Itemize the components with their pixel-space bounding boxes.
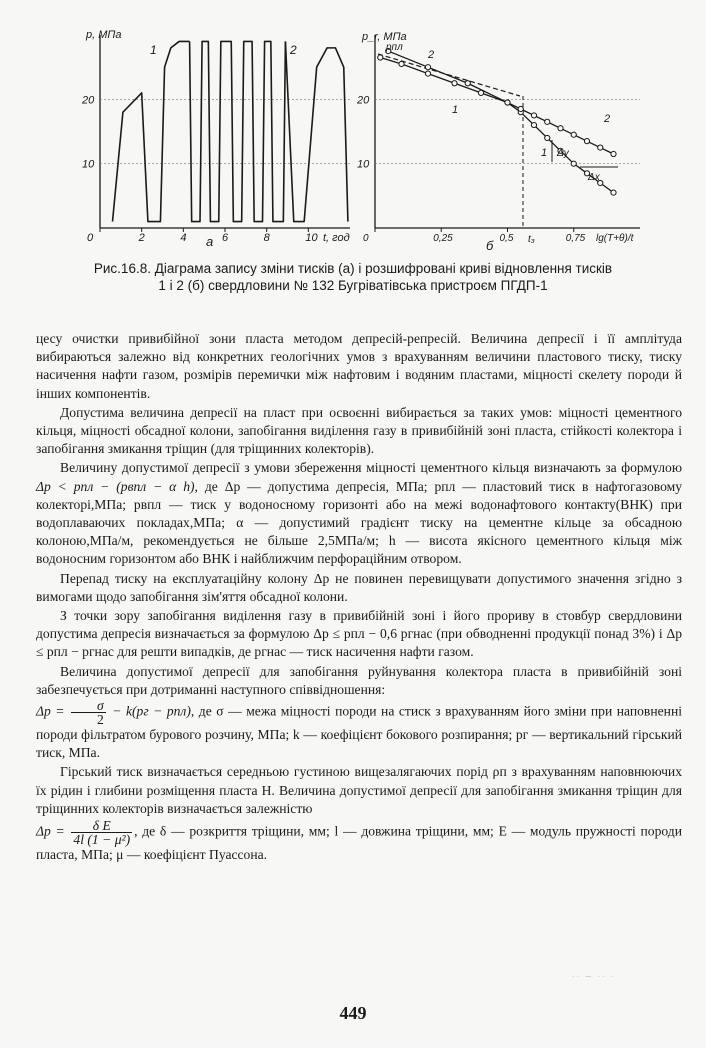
series-line-b-1 [388, 51, 613, 154]
formula-cement-ring: Δp < pпл − (pвпл − α h) [36, 478, 195, 494]
x-tick-label-a-4: 8 [263, 232, 270, 244]
paragraph-6-lead: Величина допустимої депресії для запобігання руйнування колектора пласта в привибійній зоні забезпечується при дотриманні наступного співвідношення: [36, 663, 682, 697]
page-number: 449 [339, 1003, 367, 1023]
y-tick-label-a-0: 10 [82, 158, 95, 171]
panel-label-b: б [486, 238, 494, 253]
fracture-denominator: 4l (1 − μ²) [73, 832, 131, 848]
series-line-a-2 [285, 41, 348, 221]
data-point-b-0-3 [452, 81, 457, 86]
data-point-b-1-6 [545, 119, 550, 124]
data-point-b-0-8 [545, 135, 550, 140]
data-point-b-1-10 [598, 145, 603, 150]
formula-sigma-fraction [71, 699, 106, 726]
x-tick-label-a-0: 0 [87, 232, 94, 244]
paragraph-1: цесу очистки привибійної зони пласта методом депресій-репресій. Величина депресії і її амплітуда вибираються залежно від конкретних геологічних умов з врахуванням величини пластового тиску, тиску насичення нафти газом, розмірів перемички між нафтовим і водяним пластами, міцності скелету породи й інших компонентів. [36, 331, 682, 401]
series-line-a-1 [190, 41, 286, 221]
y-tick-label-a-1: 20 [82, 94, 95, 107]
figure-caption [40, 260, 666, 294]
data-point-b-1-4 [518, 106, 523, 111]
annotation-2-top: 2 [428, 49, 435, 61]
data-point-b-0-1 [399, 61, 404, 66]
annotation-delta-y: Δy [557, 148, 569, 159]
y-axis-label-b: p_r, МПа [362, 31, 407, 43]
data-point-b-1-11 [611, 151, 616, 156]
curve-label-a-1: 1 [150, 43, 157, 57]
paragraph-5: З точки зору запобігання виділення газу в привибійній зоні і його прориву в стовбур свердловини допустима депресія визначається за формулою Δp ≤ pпл − 0,6 pгнас (при обводненні продукції понад 3%) і Δp ≤ pпл − pгнас для решти випадків, де pгнас — тиск насичення нафти газом. [36, 608, 682, 660]
body-text [36, 330, 682, 865]
x-tick-label-b-2: 0,5 [499, 233, 514, 244]
chart-panel-b [356, 31, 640, 253]
data-point-b-1-8 [571, 132, 576, 137]
formula-fracture-fraction [71, 819, 132, 846]
y-axis-label-a: p, МПа [86, 29, 122, 41]
x-tick-label-a-5: 10 [305, 232, 318, 244]
paragraph-2: Допустима величина депресії на пласт при освоєнні вибирається за таких умов: міцності цементного кільця, міцності обсадної колони, запобігання виділення газу в привибійній зоні пласта, стійкості колектора і запобігання змикання тріщин (для тріщинних колекторів). [36, 404, 682, 457]
formula-collector-rhs: − k(pг − pпл) [112, 703, 191, 719]
paragraph-7: Гірський тиск визначається середньою густиною вищезалягаючих порід ρп з врахуванням наповнюючих їх рідин і глибини розміщення пласта H. Величина допустимої депресії для запобігання змикання тріщин для тріщинних колекторів визначається залежністю [36, 764, 682, 816]
annotation-ppl: pпл [386, 42, 403, 53]
annotation-delta-x: Δx [588, 172, 600, 183]
paragraph-4: Перепад тиску на експлуатаційну колону Δp не повинен перевищувати допустимого значення згідно з вимогами щодо запобігання зім'яття обсадної колони. [36, 570, 682, 604]
data-point-b-0-0 [378, 55, 383, 60]
y-tick-label-b-0: 10 [357, 158, 370, 171]
fracture-numerator: δ E [71, 819, 132, 833]
x-tick-label-a-1: 2 [138, 232, 145, 244]
data-point-b-0-13 [611, 190, 616, 195]
paragraph-3 [36, 459, 682, 568]
panel-label-a: a [206, 234, 214, 249]
data-point-b-1-1 [425, 65, 430, 70]
data-point-b-1-2 [465, 81, 470, 86]
paragraph-6-rest: , де σ — межа міцності породи на стиск з врахуванням його зміни при наповненні породи фільтратом бурового розчину, МПа; k — коефіцієнт бокового розпирання; pг — вертикальний гірський тиск, МПа. [36, 703, 682, 761]
chart-panel-a [81, 29, 350, 249]
paragraph-3-rest: , де Δp — допустима депресія, МПа; pпл — пластовий тиск в нафтогазовому колекторі,МПа; pвпл — тиск у водоносному горизонті або на межі водонафтового контакту(ВНК) при водоплаваючих покладах,МПа; α — допустимий градієнт тиску на цементне кільце за обсадною колоною,МПа/м, рекомендується не більше 2,5МПа/м; h — висота якісного цементного кільця між водоносним горизонтом або ВНК і найближчим перфораційним отвором. [36, 478, 683, 567]
data-point-b-1-5 [531, 113, 536, 118]
data-point-b-0-7 [531, 122, 536, 127]
x-axis-label-a: t, год [323, 232, 350, 244]
x-tick-label-b-3: 0,75 [565, 233, 586, 244]
fraction-numerator: σ [71, 699, 106, 713]
data-point-b-1-7 [558, 126, 563, 131]
y-tick-label-b-1: 20 [357, 94, 370, 107]
annotation-1-right: 1 [541, 147, 548, 159]
scan-mark: ·· ─ ·· · [572, 972, 616, 981]
x-tick-label-b-1: 0,25 [433, 233, 453, 244]
x-tick-label-a-2: 4 [180, 232, 187, 244]
x-tick-label-b-0: 0 [363, 233, 369, 244]
fraction-denominator: 2 [96, 712, 104, 728]
paragraph-8-rest: , де δ — розкриття тріщини, мм; l — довжина тріщини, мм; E — модуль пружності породи пласта, МПа; μ — коефіцієнт Пуассона. [36, 823, 682, 863]
figure-16-8 [0, 0, 706, 260]
series-line-b-0 [380, 58, 613, 193]
caption-line-2: 1 і 2 (б) свердловини № 132 Бугріватівська пристроєм ПГДП-1 [158, 278, 548, 293]
paragraph-3-lead: Величину допустимої депресії з умови збереження міцності цементного кільця визначають за формулою [60, 460, 682, 476]
curve-label-a-2: 2 [290, 43, 297, 57]
formula-collector-lhs: Δp = [36, 703, 65, 719]
data-point-b-1-3 [505, 100, 510, 105]
formula-fracture-lhs: Δp = [36, 823, 65, 839]
t3-label: t₃ [528, 234, 535, 245]
x-tick-label-a-3: 6 [222, 232, 229, 244]
paragraph-6 [36, 663, 682, 763]
data-point-b-1-9 [584, 139, 589, 144]
annotation-1-left: 1 [452, 104, 459, 116]
data-point-b-0-2 [425, 71, 430, 76]
caption-line-1: Рис.16.8. Діаграма запису зміни тисків (а) і розшифровані криві відновлення тисків [93, 261, 613, 276]
series-line-a-0 [113, 41, 190, 221]
annotation-2-right: 2 [604, 113, 611, 125]
data-point-b-0-10 [571, 161, 576, 166]
paragraph-8 [36, 819, 682, 864]
x-axis-label-b: lg(T+θ)/t [596, 233, 634, 244]
